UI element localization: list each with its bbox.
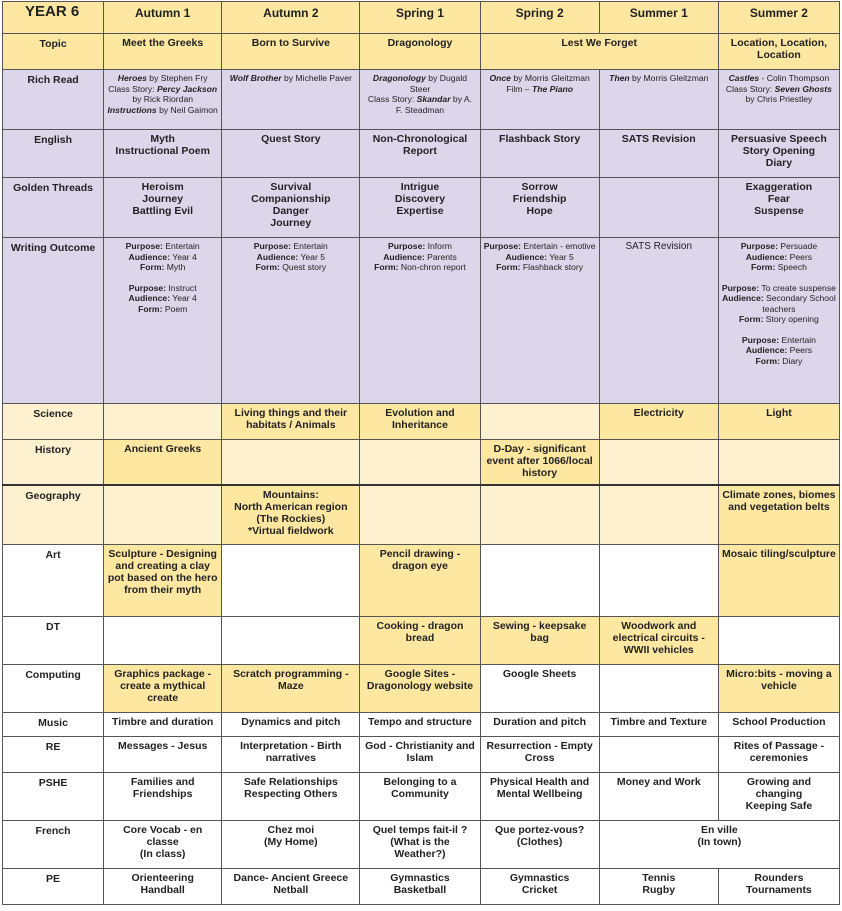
geography-row	[3, 485, 840, 545]
pshe-cell: Belonging to a Community	[360, 773, 480, 821]
science-cell: Living things and their habitats / Animals	[222, 404, 360, 440]
computing-cell: Google Sheets	[480, 665, 599, 713]
science-cell	[480, 404, 599, 440]
geography-cell	[480, 485, 599, 545]
geography-cell	[104, 485, 222, 545]
term-header: Summer 1	[599, 2, 718, 34]
computing-cell: Scratch programming - Maze	[222, 665, 360, 713]
golden-cell: Heroism Journey Battling Evil	[104, 178, 222, 238]
music-row	[3, 713, 840, 737]
pe-cell: Rounders Tournaments	[718, 869, 839, 905]
music-cell: Duration and pitch	[480, 713, 599, 737]
geography-cell: Mountains: North American region (The Rockies) *Virtual fieldwork	[222, 485, 360, 545]
art-cell: Pencil drawing - dragon eye	[360, 545, 480, 617]
topic-cell: Meet the Greeks	[104, 34, 222, 70]
rich-read-cell: Heroes by Stephen Fry Class Story: Percy Jackson by Rick Riordan Instructions by Neil Gaimon	[104, 70, 222, 130]
row-label: PE	[3, 869, 104, 905]
writing-cell: SATS Revision	[599, 238, 718, 404]
row-label: RE	[3, 737, 104, 773]
pe-row	[3, 869, 840, 905]
rich-read-cell: Then by Morris Gleitzman	[599, 70, 718, 130]
row-label: Rich Read	[3, 70, 104, 130]
re-cell	[599, 737, 718, 773]
row-label: Geography	[3, 485, 104, 545]
french-cell: En ville (In town)	[599, 821, 839, 869]
computing-cell: Google Sites - Dragonology website	[360, 665, 480, 713]
row-label: English	[3, 130, 104, 178]
computing-cell: Micro:bits - moving a vehicle	[718, 665, 839, 713]
geography-cell	[360, 485, 480, 545]
art-cell	[222, 545, 360, 617]
french-row	[3, 821, 840, 869]
row-label: DT	[3, 617, 104, 665]
french-cell: Quel temps fait-il ? (What is the Weather?)	[360, 821, 480, 869]
dt-cell	[222, 617, 360, 665]
history-cell: Ancient Greeks	[104, 440, 222, 485]
pe-cell: Gymnastics Basketball	[360, 869, 480, 905]
computing-cell: Graphics package - create a mythical create	[104, 665, 222, 713]
topic-cell: Dragonology	[360, 34, 480, 70]
english-cell: SATS Revision	[599, 130, 718, 178]
french-cell: Chez moi (My Home)	[222, 821, 360, 869]
history-cell	[360, 440, 480, 485]
history-cell	[599, 440, 718, 485]
re-cell: Resurrection - Empty Cross	[480, 737, 599, 773]
pe-cell: Orienteering Handball	[104, 869, 222, 905]
row-label: Music	[3, 713, 104, 737]
history-cell	[222, 440, 360, 485]
pshe-cell: Families and Friendships	[104, 773, 222, 821]
art-cell: Sculpture - Designing and creating a clay pot based on the hero from their myth	[104, 545, 222, 617]
term-header: Autumn 1	[104, 2, 222, 34]
history-cell: D-Day - significant event after 1066/local history	[480, 440, 599, 485]
art-cell	[599, 545, 718, 617]
writing-cell: Purpose: Entertain - emotive Audience: Year 5 Form: Flashback story	[480, 238, 599, 404]
rich-read-cell: Once by Morris Gleitzman Film – The Piano	[480, 70, 599, 130]
re-cell: Rites of Passage - ceremonies	[718, 737, 839, 773]
dt-cell: Sewing - keepsake bag	[480, 617, 599, 665]
re-row	[3, 737, 840, 773]
re-cell: Messages - Jesus	[104, 737, 222, 773]
pshe-row	[3, 773, 840, 821]
rich-read-row	[3, 70, 840, 130]
music-cell: Tempo and structure	[360, 713, 480, 737]
topic-cell: Location, Location, Location	[718, 34, 839, 70]
pshe-cell: Growing and changing Keeping Safe	[718, 773, 839, 821]
row-label: Art	[3, 545, 104, 617]
term-header: Spring 2	[480, 2, 599, 34]
term-header: Autumn 2	[222, 2, 360, 34]
golden-cell: Survival Companionship Danger Journey	[222, 178, 360, 238]
row-label: PSHE	[3, 773, 104, 821]
pe-cell: Gymnastics Cricket	[480, 869, 599, 905]
row-label: French	[3, 821, 104, 869]
term-header: Summer 2	[718, 2, 839, 34]
geography-cell: Climate zones, biomes and vegetation belts	[718, 485, 839, 545]
music-cell: Dynamics and pitch	[222, 713, 360, 737]
pshe-cell: Safe Relationships Respecting Others	[222, 773, 360, 821]
topic-cell: Lest We Forget	[480, 34, 718, 70]
science-cell: Light	[718, 404, 839, 440]
writing-cell: Purpose: Persuade Audience: Peers Form: Speech Purpose: To create suspense Audience: Secondary School teachers Form: Story opening Purpose: Entertain Audience: Peers Form: Diary	[718, 238, 839, 404]
rich-read-cell: Dragonology by Dugald Steer Class Story: Skandar by A. F. Steadman	[360, 70, 480, 130]
history-row	[3, 440, 840, 485]
pshe-cell: Physical Health and Mental Wellbeing	[480, 773, 599, 821]
art-cell	[480, 545, 599, 617]
row-label: Science	[3, 404, 104, 440]
writing-cell: Purpose: Entertain Audience: Year 5 Form: Quest story	[222, 238, 360, 404]
pe-cell: Dance- Ancient Greece Netball	[222, 869, 360, 905]
header-row	[3, 2, 840, 34]
french-cell: Core Vocab - en classe (In class)	[104, 821, 222, 869]
dt-cell	[718, 617, 839, 665]
row-label: Golden Threads	[3, 178, 104, 238]
row-label: Computing	[3, 665, 104, 713]
dt-cell: Cooking - dragon bread	[360, 617, 480, 665]
pe-cell: Tennis Rugby	[599, 869, 718, 905]
rich-read-cell: Castles - Colin Thompson Class Story: Seven Ghosts by Chris Priestley	[718, 70, 839, 130]
history-cell	[718, 440, 839, 485]
dt-cell	[104, 617, 222, 665]
music-cell: Timbre and Texture	[599, 713, 718, 737]
golden-cell: Sorrow Friendship Hope	[480, 178, 599, 238]
topic-cell: Born to Survive	[222, 34, 360, 70]
music-cell: School Production	[718, 713, 839, 737]
row-label: History	[3, 440, 104, 485]
curriculum-table	[2, 1, 840, 905]
writing-outcome-row	[3, 238, 840, 404]
year-title: YEAR 6	[3, 2, 104, 34]
english-row	[3, 130, 840, 178]
geography-cell	[599, 485, 718, 545]
row-label: Writing Outcome	[3, 238, 104, 404]
english-cell: Flashback Story	[480, 130, 599, 178]
golden-cell	[599, 178, 718, 238]
topic-row	[3, 34, 840, 70]
pshe-cell: Money and Work	[599, 773, 718, 821]
re-cell: God - Christianity and Islam	[360, 737, 480, 773]
writing-cell: Purpose: Inform Audience: Parents Form: Non-chron report	[360, 238, 480, 404]
science-cell: Evolution and Inheritance	[360, 404, 480, 440]
science-cell	[104, 404, 222, 440]
dt-cell: Woodwork and electrical circuits - WWII vehicles	[599, 617, 718, 665]
computing-row	[3, 665, 840, 713]
science-cell: Electricity	[599, 404, 718, 440]
golden-cell: Intrigue Discovery Expertise	[360, 178, 480, 238]
art-row	[3, 545, 840, 617]
term-header: Spring 1	[360, 2, 480, 34]
dt-row	[3, 617, 840, 665]
golden-threads-row	[3, 178, 840, 238]
science-row	[3, 404, 840, 440]
french-cell: Que portez-vous? (Clothes)	[480, 821, 599, 869]
english-cell: Myth Instructional Poem	[104, 130, 222, 178]
english-cell: Non-Chronological Report	[360, 130, 480, 178]
computing-cell	[599, 665, 718, 713]
english-cell: Quest Story	[222, 130, 360, 178]
music-cell: Timbre and duration	[104, 713, 222, 737]
art-cell: Mosaic tiling/sculpture	[718, 545, 839, 617]
english-cell: Persuasive Speech Story Opening Diary	[718, 130, 839, 178]
rich-read-cell: Wolf Brother by Michelle Paver	[222, 70, 360, 130]
re-cell: Interpretation - Birth narratives	[222, 737, 360, 773]
writing-cell: Purpose: Entertain Audience: Year 4 Form: Myth Purpose: Instruct Audience: Year 4 Form: Poem	[104, 238, 222, 404]
golden-cell: Exaggeration Fear Suspense	[718, 178, 839, 238]
row-label: Topic	[3, 34, 104, 70]
